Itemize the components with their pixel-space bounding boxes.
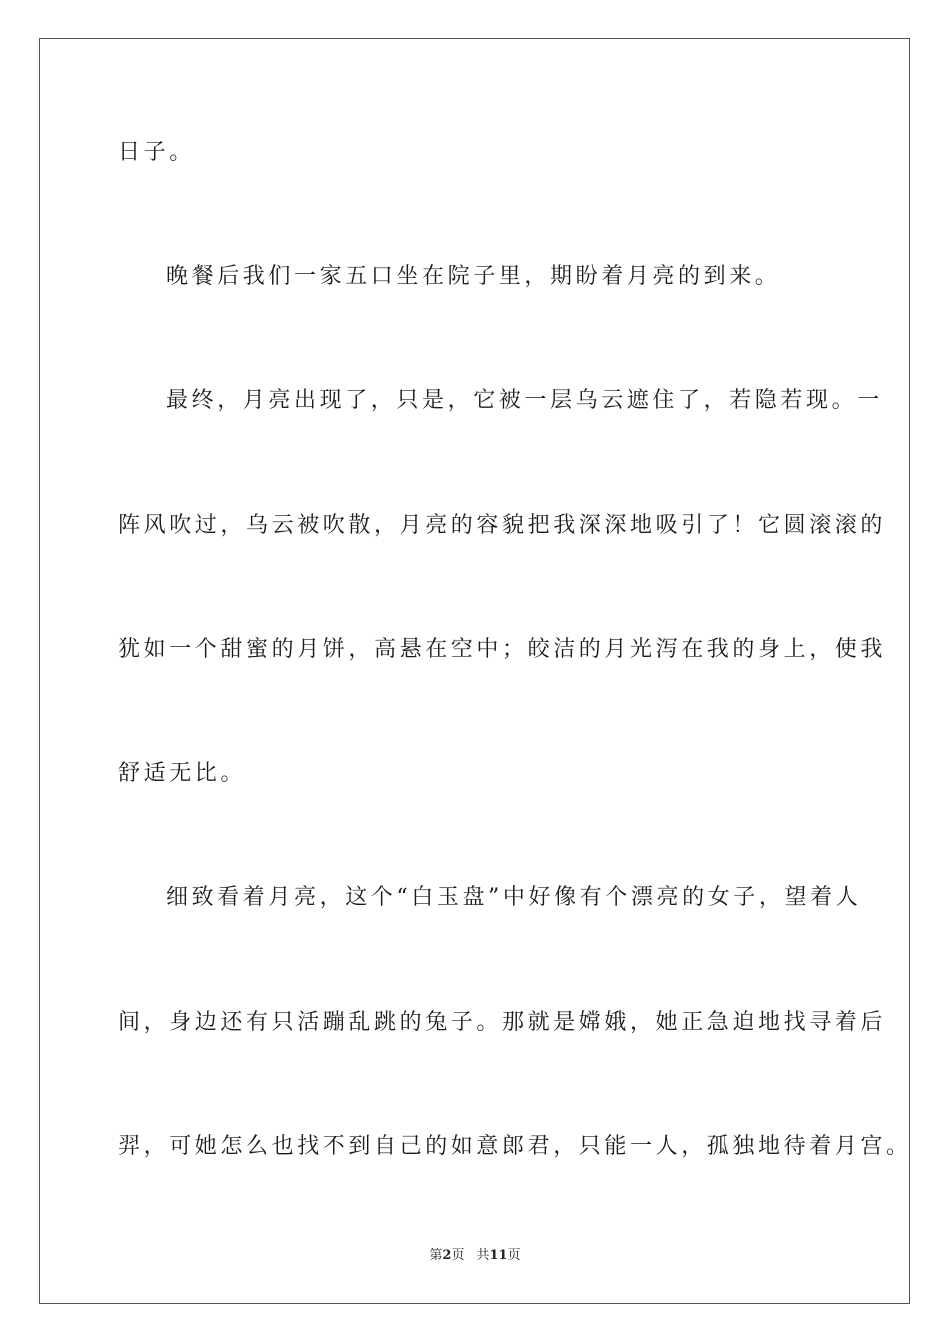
page-frame — [39, 38, 910, 1304]
text-line-2: 晚餐后我们一家五口坐在院子里，期盼着月亮的到来。 — [166, 264, 781, 289]
text-line-8: 间，身边还有只活蹦乱跳的兔子。那就是嫦娥，她正急迫地找寻着后 — [118, 1010, 887, 1035]
text-line-5: 犹如一个甜蜜的月饼，高悬在空中；皎洁的月光泻在我的身上，使我 — [118, 637, 887, 662]
text-line-7: 细致看着月亮，这个“白玉盘”中好像有个漂亮的女子，望着人 — [166, 885, 862, 910]
page-prefix: 第 — [429, 1248, 443, 1263]
page-footer — [0, 1247, 950, 1265]
page-suffix: 页 — [451, 1248, 465, 1263]
text-line-9: 羿，可她怎么也找不到自己的如意郎君，只能一人，孤独地待着月宫。 — [118, 1134, 912, 1159]
text-line-4: 阵风吹过，乌云被吹散，月亮的容貌把我深深地吸引了！它圆滚滚的 — [118, 513, 887, 538]
total-suffix: 页 — [507, 1248, 521, 1263]
text-line-6: 舒适无比。 — [118, 761, 247, 786]
total-pages: 11 — [489, 1248, 508, 1263]
total-prefix: 共 — [476, 1248, 490, 1263]
text-line-1: 日子。 — [118, 140, 195, 165]
page-number: 2 — [442, 1248, 452, 1263]
text-line-3: 最终，月亮出现了，只是，它被一层乌云遮住了，若隐若现。一 — [166, 388, 883, 413]
